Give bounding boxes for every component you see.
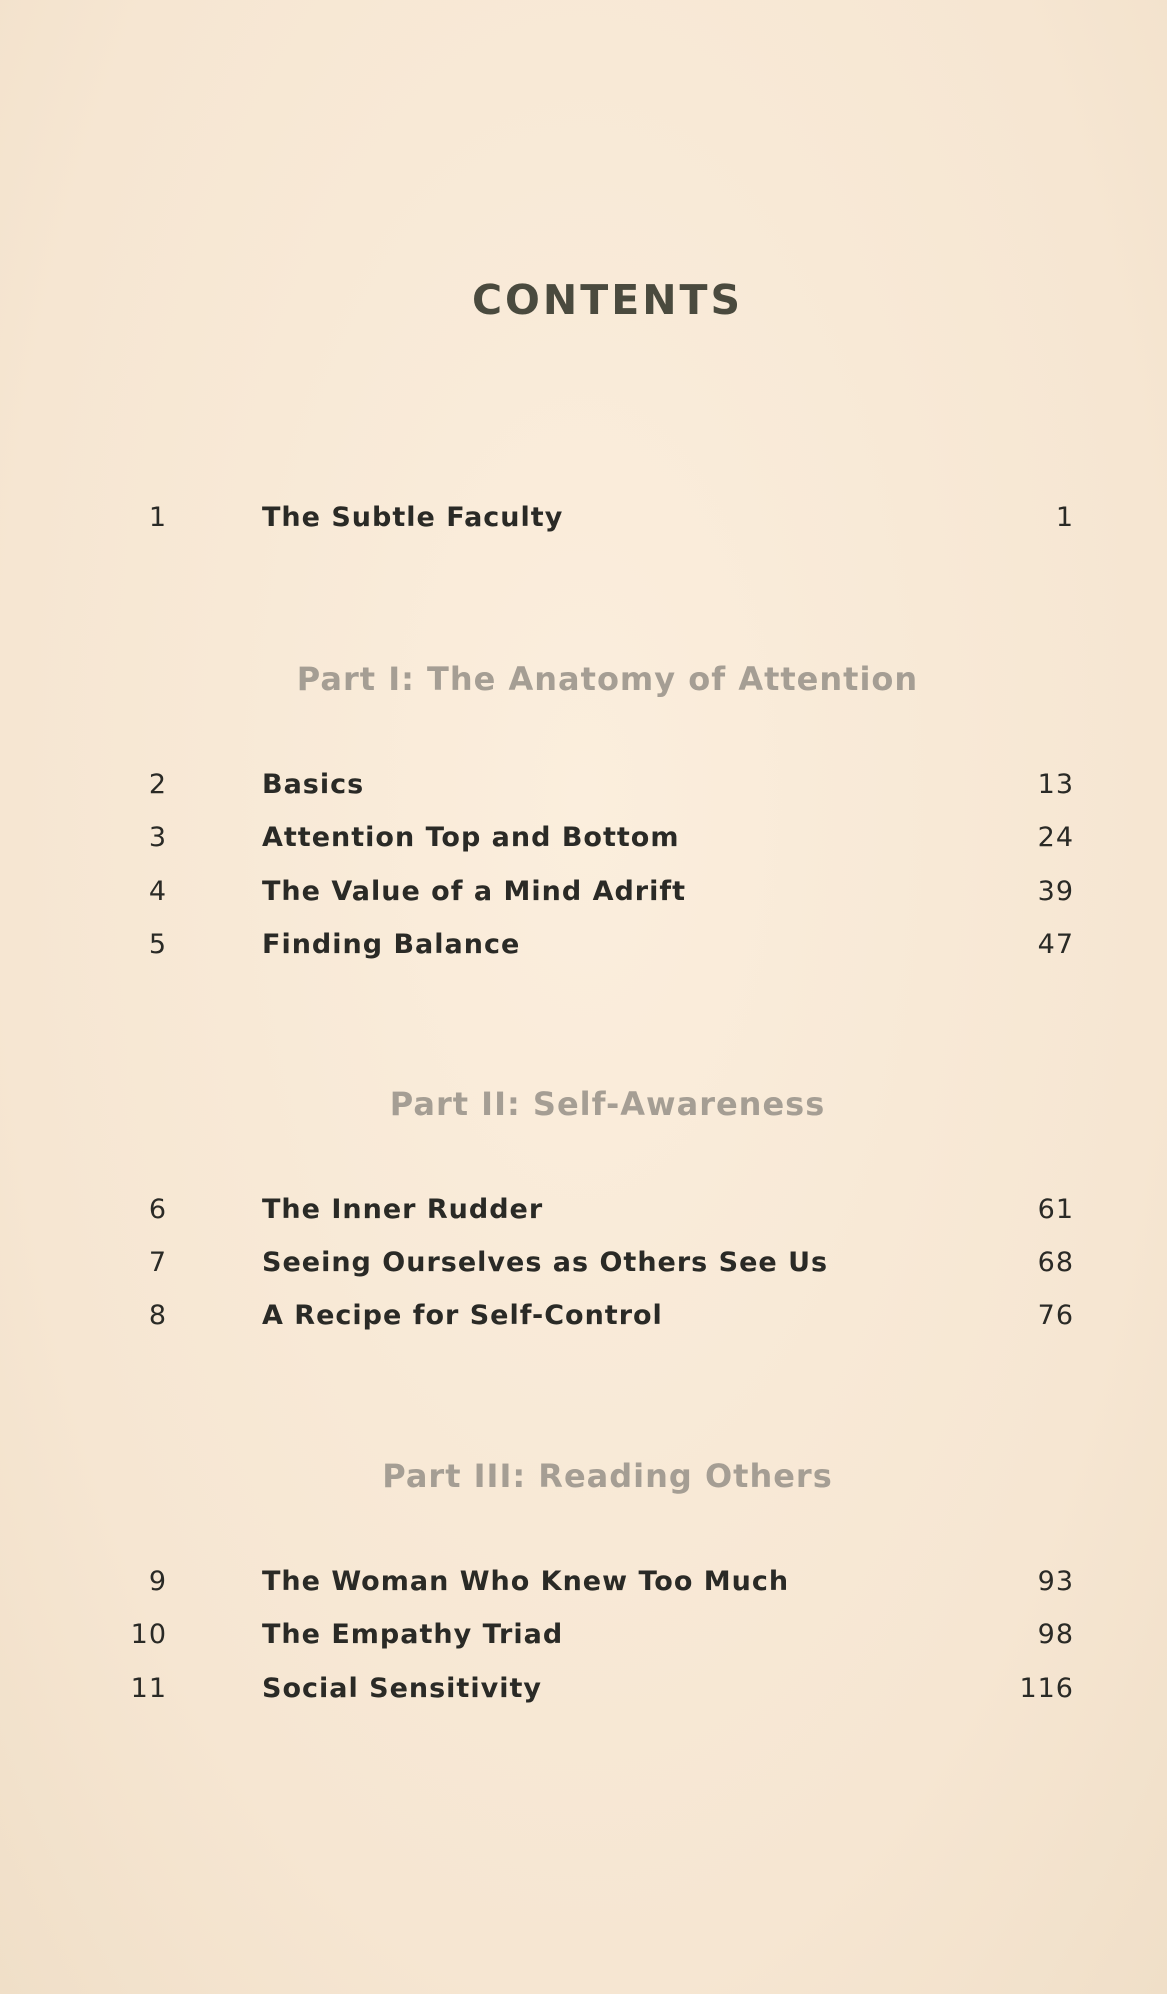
part-heading: Part II: Self-Awareness	[389, 1085, 826, 1123]
chapter-title: The Woman Who Knew Too Much	[262, 1566, 790, 1597]
toc-entry[interactable]	[0, 1247, 1167, 1287]
chapter-title: Basics	[262, 769, 365, 800]
chapter-title: The Empathy Triad	[262, 1619, 564, 1650]
chapter-number: 10	[130, 1619, 167, 1650]
page-number: 39	[1037, 876, 1074, 907]
chapter-number: 8	[148, 1300, 167, 1331]
page-number: 1	[1055, 502, 1074, 533]
chapter-title: Social Sensitivity	[262, 1673, 542, 1704]
part-heading: Part III: Reading Others	[382, 1457, 833, 1495]
page-number: 76	[1037, 1300, 1074, 1331]
toc-entry[interactable]	[0, 1566, 1167, 1606]
chapter-title: Seeing Ourselves as Others See Us	[262, 1247, 829, 1278]
contents-heading: CONTENTS	[471, 276, 744, 324]
chapter-number: 4	[148, 876, 167, 907]
chapter-title: Attention Top and Bottom	[262, 822, 680, 853]
page-number: 116	[1019, 1673, 1074, 1704]
page-number: 68	[1037, 1247, 1074, 1278]
chapter-number: 11	[130, 1673, 167, 1704]
chapter-title: The Subtle Faculty	[262, 502, 564, 533]
toc-entry[interactable]	[0, 502, 1167, 542]
page-number: 13	[1037, 769, 1074, 800]
toc-entry[interactable]	[0, 1300, 1167, 1340]
part-heading: Part I: The Anatomy of Attention	[296, 660, 919, 698]
chapter-title: Finding Balance	[262, 929, 521, 960]
page-number: 98	[1037, 1619, 1074, 1650]
page-number: 24	[1037, 822, 1074, 853]
toc-entry[interactable]	[0, 1194, 1167, 1234]
chapter-title: The Value of a Mind Adrift	[262, 876, 687, 907]
toc-entry[interactable]	[0, 929, 1167, 969]
chapter-title: A Recipe for Self-Control	[262, 1300, 663, 1331]
chapter-number: 9	[148, 1566, 167, 1597]
chapter-number: 1	[148, 502, 167, 533]
chapter-number: 5	[148, 929, 167, 960]
chapter-number: 3	[148, 822, 167, 853]
chapter-title: The Inner Rudder	[262, 1194, 544, 1225]
toc-entry[interactable]	[0, 822, 1167, 862]
chapter-number: 7	[148, 1247, 167, 1278]
page-number: 61	[1037, 1194, 1074, 1225]
page-number: 47	[1037, 929, 1074, 960]
toc-entry[interactable]	[0, 1673, 1167, 1713]
chapter-number: 2	[148, 769, 167, 800]
toc-entry[interactable]	[0, 876, 1167, 916]
chapter-number: 6	[148, 1194, 167, 1225]
toc-entry[interactable]	[0, 769, 1167, 809]
page-number: 93	[1037, 1566, 1074, 1597]
toc-entry[interactable]	[0, 1619, 1167, 1659]
